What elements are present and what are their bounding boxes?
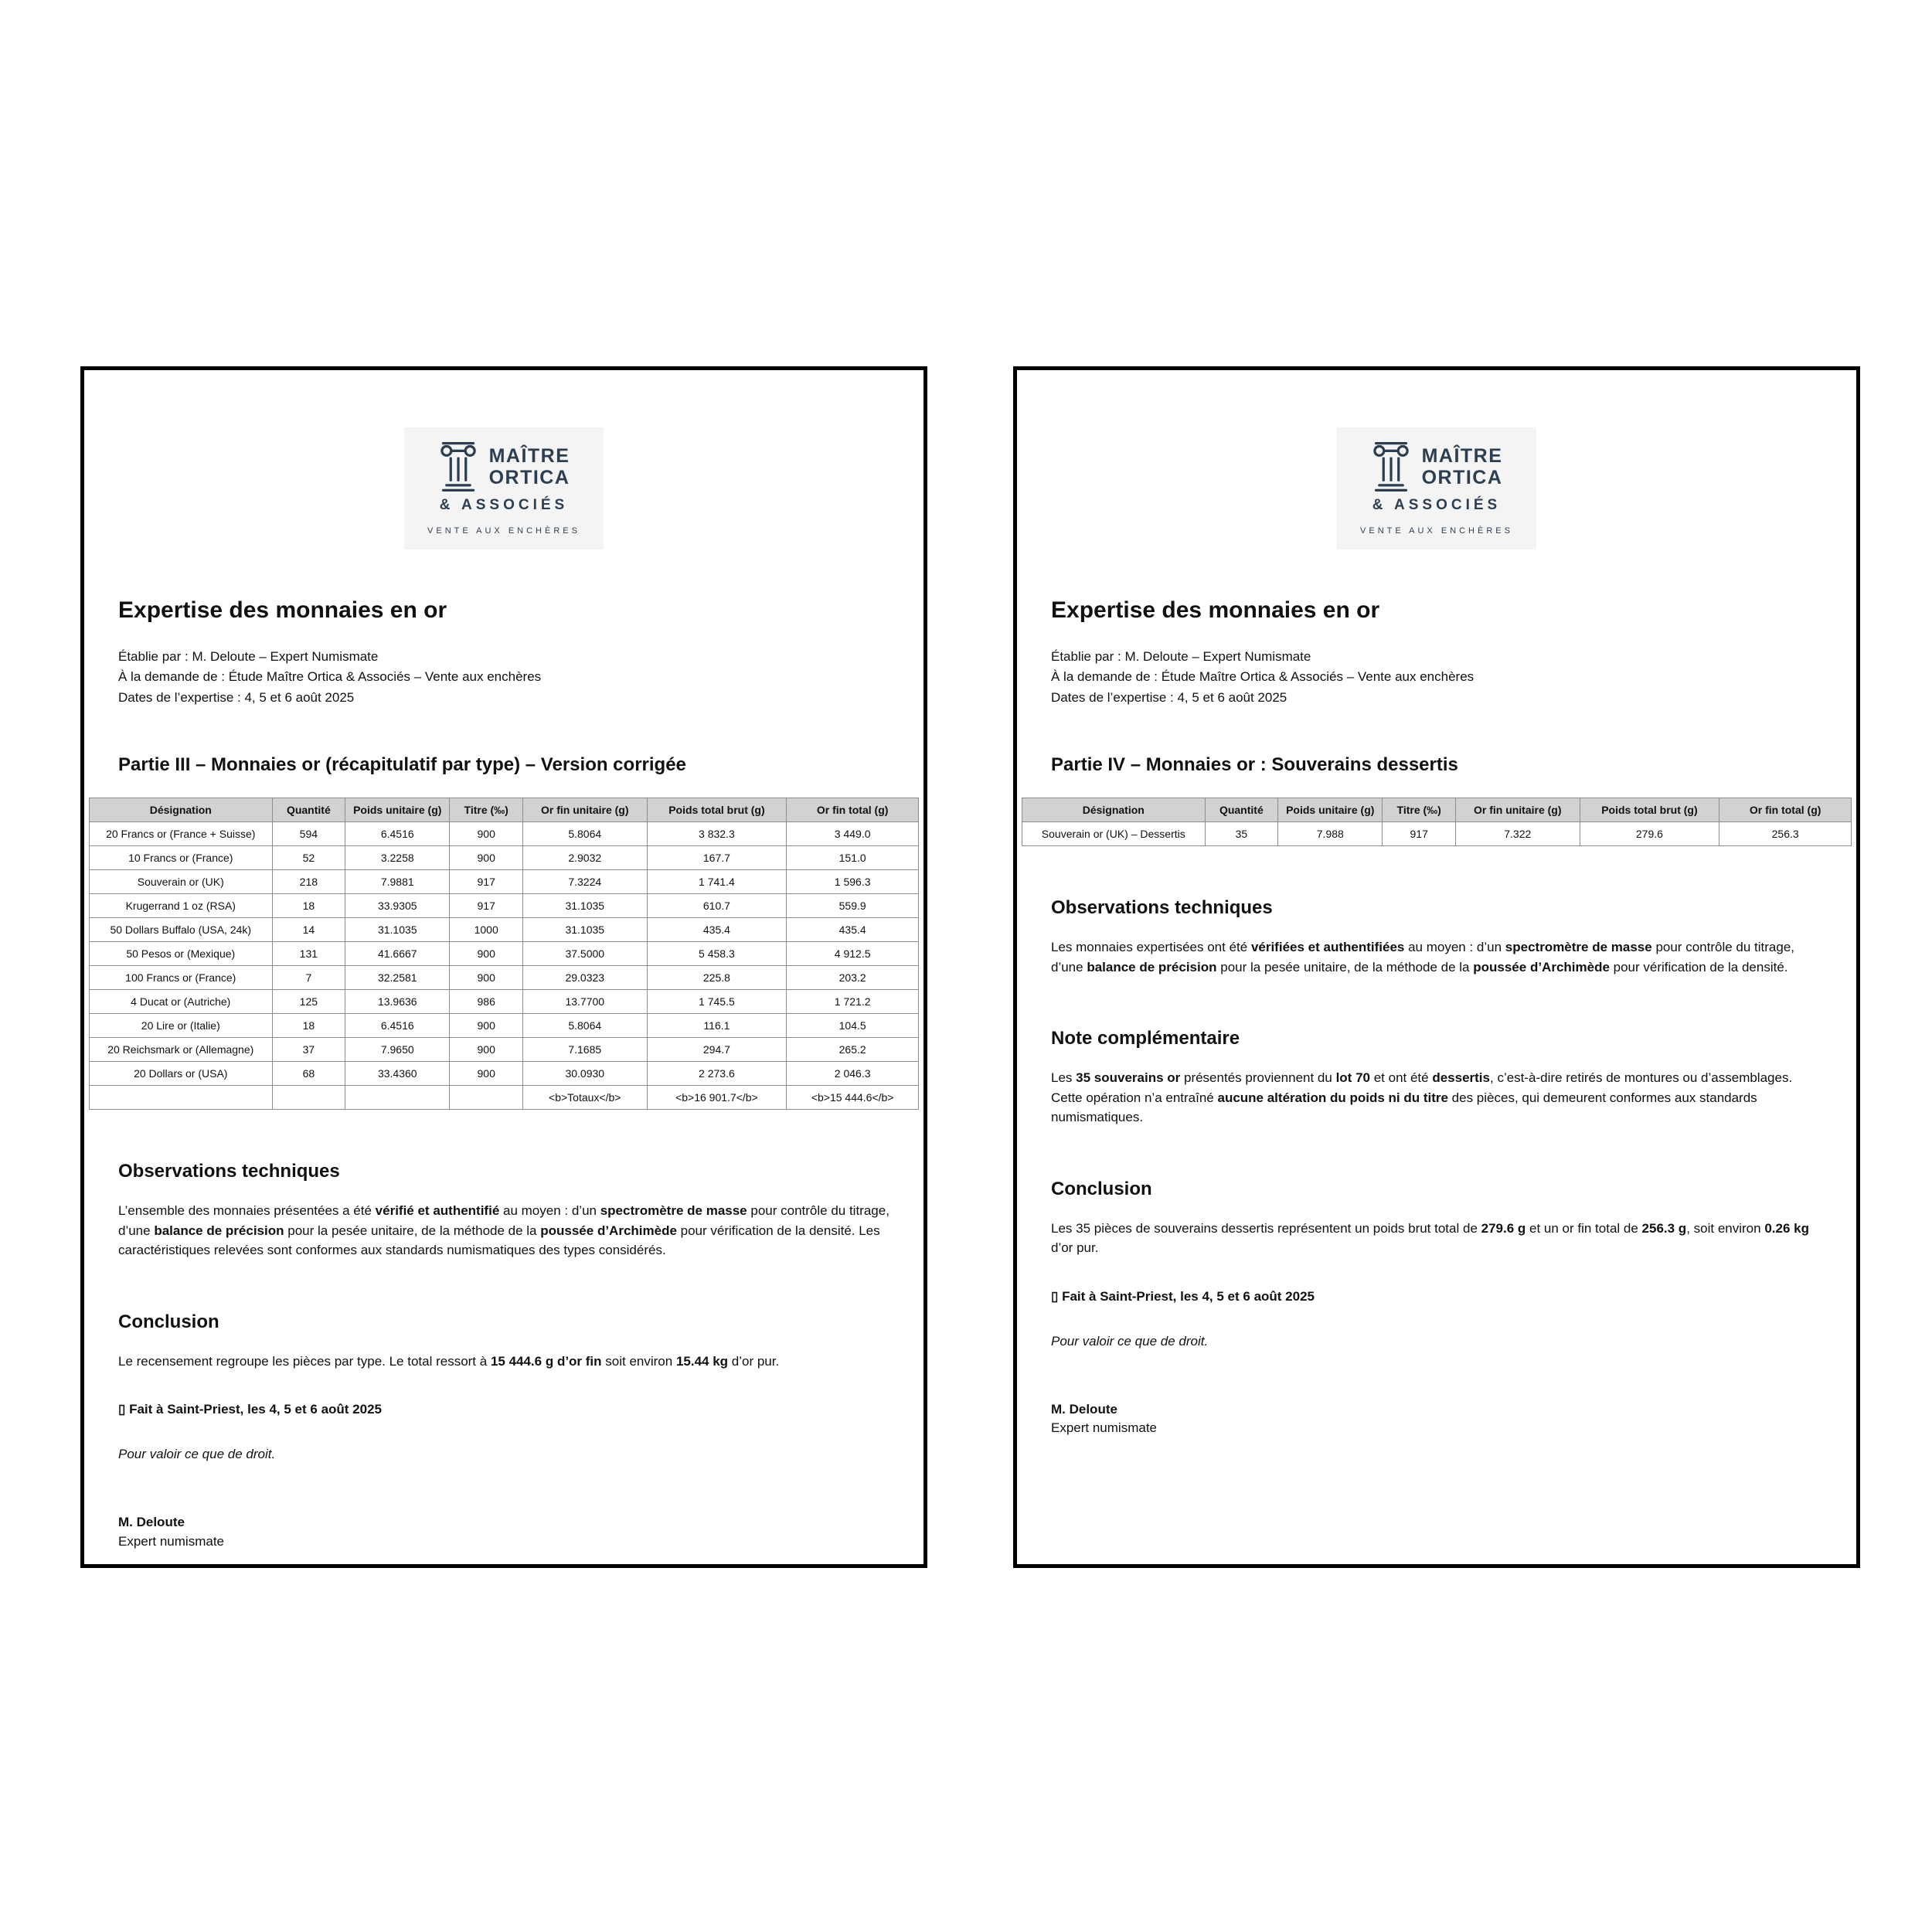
text-segment: au moyen : d’un [499,1203,600,1219]
text-segment: Les [1051,1070,1077,1086]
text-segment: 15 444.6 g d’or fin [490,1353,602,1369]
table-row [90,894,919,918]
table-row [90,870,919,894]
table-head [90,798,919,822]
text-segment: d’or pur. [1051,1240,1099,1256]
table-cell: 68 [272,1062,345,1086]
table-cell: 100 Francs or (France) [90,966,273,990]
table-row [90,918,919,942]
logo-name [1422,445,1503,488]
meta-line-requester: À la demande de : Étude Maître Ortica & Associés – Vente aux enchères [1051,669,1475,685]
signature-block [1051,1400,1822,1438]
text-segment: Les 35 pièces de souverains dessertis représentent un poids brut total de [1051,1220,1481,1236]
table-cell: 33.9305 [345,894,450,918]
table-cell: 900 [450,822,523,846]
text-segment: balance de précision [1087,959,1217,975]
table-cell: 7.1685 [523,1038,648,1062]
observations-heading: Observations techniques [1051,897,1273,919]
valoir-line: Pour valoir ce que de droit. [118,1447,276,1462]
table-cell: 131 [272,942,345,966]
table-cell: 18 [272,1014,345,1038]
table-cell: <b>Totaux</b> [523,1086,648,1110]
conclusion-text [1051,1219,1822,1258]
table-header-cell: Désignation [1022,798,1206,822]
text-segment: d’or pur. [728,1353,780,1369]
table-header-cell: Poids unitaire (g) [1278,798,1383,822]
signature-role: Expert numismate [1051,1420,1157,1436]
page-title: Expertise des monnaies en or [1051,597,1380,623]
note-text [1051,1068,1822,1128]
table-cell: 900 [450,1062,523,1086]
meta-line-requester: À la demande de : Étude Maître Ortica & Associés – Vente aux enchères [118,669,542,685]
meta-line-dates: Dates de l’expertise : 4, 5 et 6 août 2025 [118,689,355,705]
table-cell: 7 [272,966,345,990]
logo-block [1051,427,1822,549]
table-cell: 13.7700 [523,990,648,1014]
table-cell: 20 Reichsmark or (Allemagne) [90,1038,273,1062]
signature-role: Expert numismate [118,1533,224,1549]
table-cell: 225.8 [647,966,787,990]
logo-name [489,445,570,488]
table-cell: 33.4360 [345,1062,450,1086]
text-segment: pour vérification de la densité. Les caractéristiques relevées sont conformes aux standards numismatiques des types considérés. [118,1223,880,1258]
meta-block [118,647,889,708]
table-cell: Souverain or (UK) – Dessertis [1022,822,1206,846]
table-cell: 3 832.3 [647,822,787,846]
text-segment: lot 70 [1335,1070,1370,1086]
conclusion-text [118,1352,889,1372]
logo-name-line1: MAÎTRE [1421,445,1503,467]
table-cell: 265.2 [787,1038,919,1062]
signature-name: M. Deloute [118,1515,185,1530]
table-cell: 20 Dollars or (USA) [90,1062,273,1086]
table-cell: 7.9650 [345,1038,450,1062]
table-cell: 14 [272,918,345,942]
text-segment: balance de précision [154,1223,284,1238]
text-segment: 35 souverains or [1076,1070,1181,1086]
table-cell [272,1086,345,1110]
table-row [1022,822,1852,846]
table-cell: 30.0930 [523,1062,648,1086]
table-cell: 900 [450,942,523,966]
table-header-cell: Désignation [90,798,273,822]
table-header-cell: Or fin unitaire (g) [1456,798,1580,822]
meta-line-dates: Dates de l’expertise : 4, 5 et 6 août 2025 [1051,689,1287,705]
table-cell: 594 [272,822,345,846]
table-cell: 5.8064 [523,1014,648,1038]
table-header-cell: Poids total brut (g) [1580,798,1719,822]
observations-text [118,1201,889,1260]
table-cell [90,1086,273,1110]
table-cell: 7.9881 [345,870,450,894]
table-row [90,1086,919,1110]
table-cell: 6.4516 [345,1014,450,1038]
logo-block [118,427,889,549]
text-segment: au moyen : d’un [1404,940,1505,955]
table-body [90,822,919,1110]
table-header-row [1022,798,1852,822]
table-cell: 5 458.3 [647,942,787,966]
table-cell: 917 [450,894,523,918]
table-cell: 7.3224 [523,870,648,894]
table-cell: 4 Ducat or (Autriche) [90,990,273,1014]
text-segment: pour vérification de la densité. [1609,959,1788,975]
text-segment: 256.3 g [1641,1220,1687,1236]
table-header-cell: Quantité [1205,798,1278,822]
table-cell: 37.5000 [523,942,648,966]
table-cell: 31.1035 [345,918,450,942]
table-cell: 1 745.5 [647,990,787,1014]
table-cell: 5.8064 [523,822,648,846]
table-row [90,942,919,966]
table-cell: 1 596.3 [787,870,919,894]
text-segment: spectromètre de masse [1505,940,1652,955]
note-heading: Note complémentaire [1051,1028,1240,1049]
table-cell: 7.322 [1456,822,1580,846]
table-cell: 167.7 [647,846,787,870]
table-cell: 3.2258 [345,846,450,870]
coins-table [1022,798,1852,846]
table-cell: 2 273.6 [647,1062,787,1086]
logo-name-line3: & ASSOCIÉS [1372,497,1502,513]
table-cell: 4 912.5 [787,942,919,966]
logo-tagline: VENTE AUX ENCHÈRES [427,526,580,536]
text-segment: 0.26 kg [1764,1220,1809,1236]
table-cell: 986 [450,990,523,1014]
text-segment: Le recensement regroupe les pièces par type. Le total ressort à [118,1353,491,1369]
column-icon [438,440,478,494]
table-cell: 41.6667 [345,942,450,966]
table-cell: 279.6 [1580,822,1719,846]
table-cell: <b>15 444.6</b> [787,1086,919,1110]
table-cell: 218 [272,870,345,894]
text-segment: , c’est-à-dire retirés de montures ou d’assemblages. Cette opération n’a entraîné [1051,1070,1793,1105]
text-segment: , soit environ [1686,1220,1765,1236]
signature-name: M. Deloute [1051,1401,1117,1417]
table-cell: 29.0323 [523,966,648,990]
table-header-cell: Poids unitaire (g) [345,798,450,822]
table-cell: 900 [450,966,523,990]
logo-tagline: VENTE AUX ENCHÈRES [1360,526,1513,536]
table-row [90,1062,919,1086]
table-cell: 610.7 [647,894,787,918]
coins-table [89,798,919,1110]
text-segment: soit environ [601,1353,676,1369]
table-cell: 13.9636 [345,990,450,1014]
table-cell: 2.9032 [523,846,648,870]
text-segment: vérifiées et authentifiées [1250,940,1405,955]
table-cell: Krugerrand 1 oz (RSA) [90,894,273,918]
observations-text [1051,937,1822,977]
table-cell: 1000 [450,918,523,942]
table-cell: 7.988 [1278,822,1383,846]
table-cell: 900 [450,1038,523,1062]
table-cell: 116.1 [647,1014,787,1038]
text-segment: dessertis [1432,1070,1490,1086]
table-row [90,966,919,990]
table-cell: 50 Dollars Buffalo (USA, 24k) [90,918,273,942]
column-logo-icon [438,440,478,494]
table-cell: 559.9 [787,894,919,918]
table-cell: 104.5 [787,1014,919,1038]
text-segment: pour la pesée unitaire, de la méthode de la [284,1223,541,1238]
table-cell: 20 Francs or (France + Suisse) [90,822,273,846]
table-cell: 900 [450,1014,523,1038]
section-title: Partie IV – Monnaies or : Souverains dessertis [1051,754,1458,776]
signature-block [118,1513,889,1551]
table-cell: 18 [272,894,345,918]
observations-heading: Observations techniques [118,1161,340,1182]
table-cell: 125 [272,990,345,1014]
table-row [90,1014,919,1038]
text-segment: Les monnaies expertisées ont été [1051,940,1251,955]
table-cell: 6.4516 [345,822,450,846]
logo [1337,427,1536,549]
text-segment: pour la pesée unitaire, de la méthode de la [1216,959,1474,975]
fait-line: ▯ Fait à Saint-Priest, les 4, 5 et 6 août 2025 [118,1402,382,1417]
table-body [1022,822,1852,846]
page-title: Expertise des monnaies en or [118,597,447,623]
document-page-right [1013,366,1860,1568]
table-cell: 32.2581 [345,966,450,990]
table-cell: 917 [1383,822,1456,846]
table-cell: 256.3 [1719,822,1852,846]
text-segment: pour contrôle du titrage, d’une [118,1203,889,1238]
text-segment: des pièces, qui demeurent conformes aux standards numismatiques. [1051,1090,1757,1125]
fait-line: ▯ Fait à Saint-Priest, les 4, 5 et 6 août 2025 [1051,1288,1315,1304]
table-header-cell: Poids total brut (g) [647,798,787,822]
table-cell: 1 721.2 [787,990,919,1014]
table-cell: 3 449.0 [787,822,919,846]
logo-name-line1: MAÎTRE [488,445,570,467]
text-segment: aucune altération du poids ni du titre [1217,1090,1448,1105]
meta-line-author: Établie par : M. Deloute – Expert Numismate [118,649,379,664]
table-cell: 203.2 [787,966,919,990]
meta-block [1051,647,1822,708]
valoir-line: Pour valoir ce que de droit. [1051,1333,1209,1349]
table-cell: 31.1035 [523,894,648,918]
table-cell: Souverain or (UK) [90,870,273,894]
document-page-left [80,366,927,1568]
text-segment: et ont été [1369,1070,1433,1086]
column-icon [1371,440,1411,494]
table-row [90,822,919,846]
table-cell: 10 Francs or (France) [90,846,273,870]
table-cell [450,1086,523,1110]
table-header-cell: Or fin total (g) [1719,798,1852,822]
table-cell: 52 [272,846,345,870]
text-segment: poussée d’Archimède [1473,959,1610,975]
table-head [1022,798,1852,822]
table-header-cell: Quantité [272,798,345,822]
table-cell: 151.0 [787,846,919,870]
text-segment: pour contrôle du titrage, d’une [1051,940,1794,975]
table-cell: 917 [450,870,523,894]
table-cell: 294.7 [647,1038,787,1062]
table-cell [345,1086,450,1110]
table-cell: 31.1035 [523,918,648,942]
text-segment: 15.44 kg [675,1353,729,1369]
table-row [90,1038,919,1062]
table-row [90,990,919,1014]
table-cell: 435.4 [787,918,919,942]
table-cell: 20 Lire or (Italie) [90,1014,273,1038]
table-cell: 35 [1205,822,1278,846]
logo-name-line3: & ASSOCIÉS [439,497,569,513]
text-segment: poussée d’Archimède [540,1223,677,1238]
table-cell: 435.4 [647,918,787,942]
table-row [90,846,919,870]
table-cell: 37 [272,1038,345,1062]
conclusion-heading: Conclusion [118,1311,219,1332]
logo-name-line2: ORTICA [1421,467,1503,488]
text-segment: 279.6 g [1481,1220,1526,1236]
logo [404,427,604,549]
table-cell: 1 741.4 [647,870,787,894]
table-header-cell: Titre (‰) [1383,798,1456,822]
table-header-cell: Or fin unitaire (g) [523,798,648,822]
table-header-row [90,798,919,822]
table-cell: <b>16 901.7</b> [647,1086,787,1110]
meta-line-author: Établie par : M. Deloute – Expert Numismate [1051,649,1311,664]
text-segment: vérifié et authentifié [375,1203,500,1219]
text-segment: présentés proviennent du [1180,1070,1336,1086]
logo-name-line2: ORTICA [488,467,570,488]
table-header-cell: Titre (‰) [450,798,523,822]
section-title: Partie III – Monnaies or (récapitulatif par type) – Version corrigée [118,754,686,776]
column-logo-icon [1371,440,1411,494]
table-header-cell: Or fin total (g) [787,798,919,822]
text-segment: et un or fin total de [1526,1220,1642,1236]
table-cell: 2 046.3 [787,1062,919,1086]
table-cell: 50 Pesos or (Mexique) [90,942,273,966]
text-segment: L’ensemble des monnaies présentées a été [118,1203,376,1219]
table-cell: 900 [450,846,523,870]
text-segment: spectromètre de masse [600,1203,747,1219]
conclusion-heading: Conclusion [1051,1178,1152,1199]
